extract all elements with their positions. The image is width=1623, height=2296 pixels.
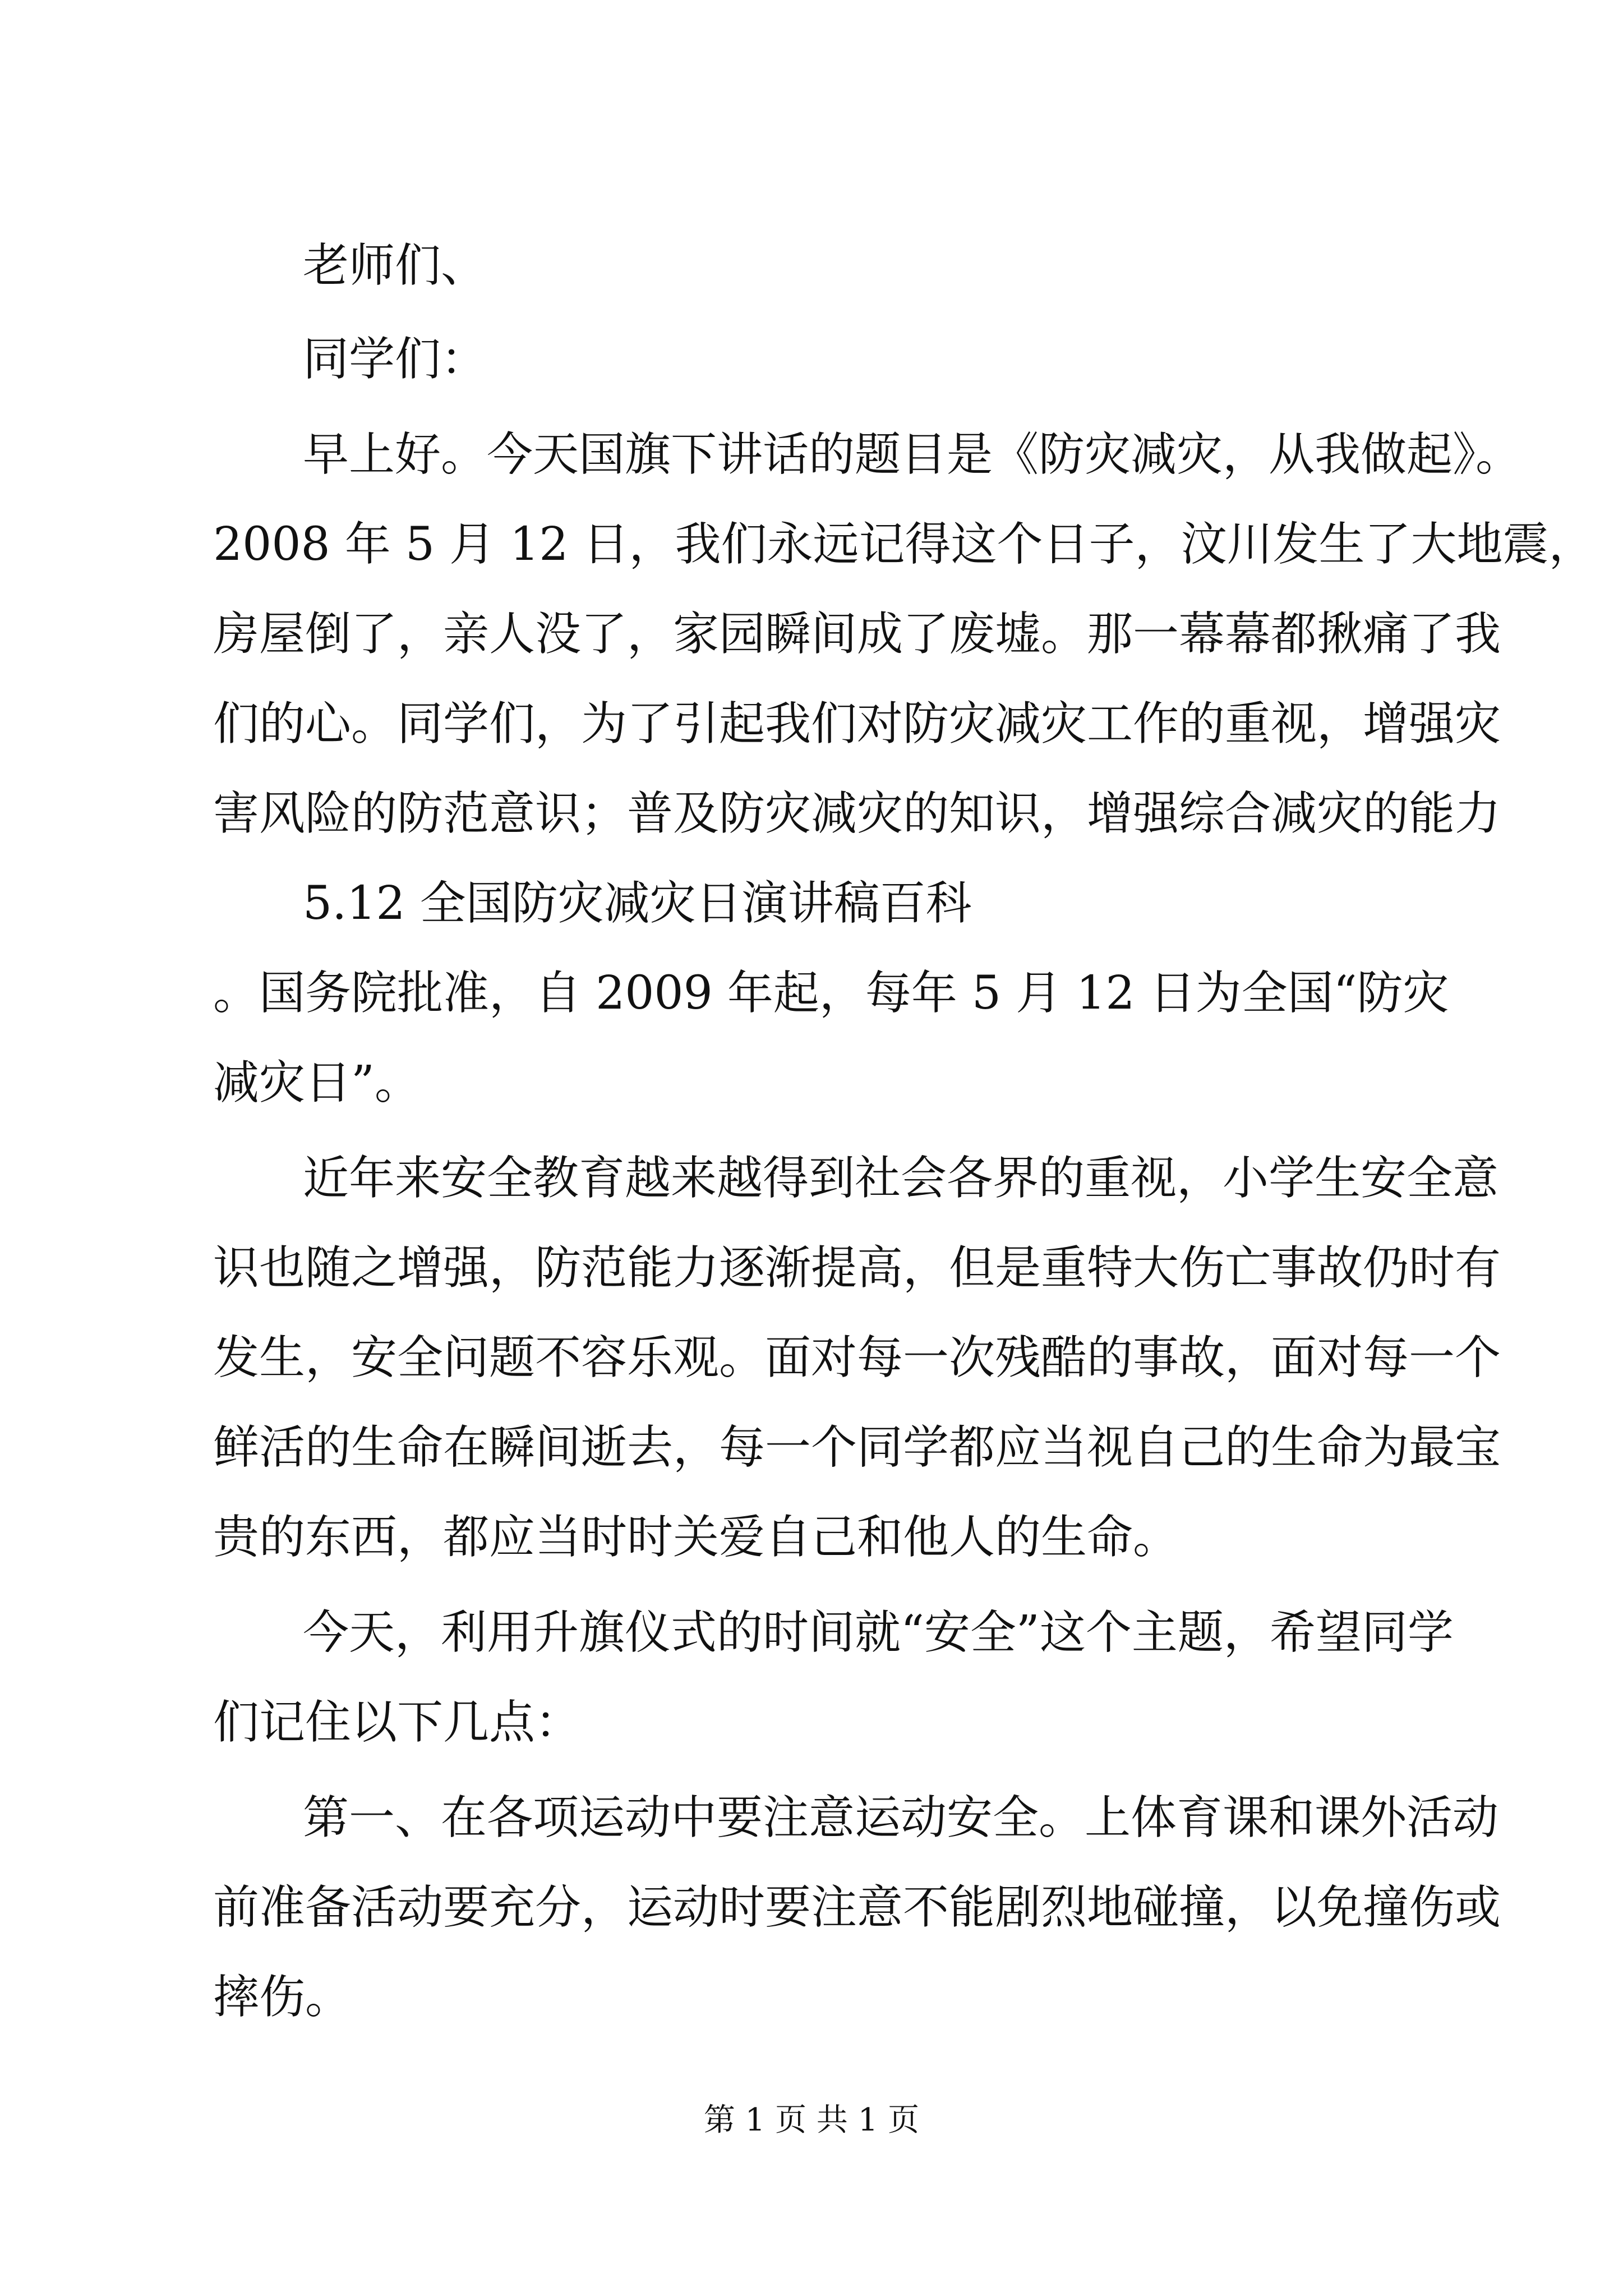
text-line: 发生，安全问题不容乐观。面对每一次残酷的事故，面对每一个: [213, 1331, 1501, 1384]
text-line: 鲜活的生命在瞬间逝去，每一个同学都应当视自己的生命为最宝: [213, 1421, 1501, 1474]
text-line: 害风险的防范意识；普及防灾减灾的知识，增强综合减灾的能力: [213, 787, 1501, 840]
text-line: 今天，利用升旗仪式的时间就“安全”这个主题，希望同学: [303, 1606, 1454, 1659]
text-line: 早上好。今天国旗下讲话的题目是《防灾减灾，从我做起》。: [303, 428, 1522, 481]
text-line: 同学们：: [303, 333, 487, 386]
text-line: 贵的东西，都应当时时关爱自己和他人的生命。: [213, 1511, 1179, 1564]
text-line: 第一、在各项运动中要注意运动安全。上体育课和课外活动: [303, 1791, 1499, 1844]
text-line: 。国务院批准，自 2009 年起，每年 5 月 12 日为全国“防灾: [213, 967, 1449, 1020]
text-line: 摔伤。: [213, 1971, 352, 2024]
text-line: 们的心。同学们，为了引起我们对防灾减灾工作的重视，增强灾: [213, 697, 1501, 751]
text-line: 们记住以下几点：: [213, 1696, 582, 1749]
text-line: 房屋倒了，亲人没了，家园瞬间成了废墟。那一幕幕都揪痛了我: [213, 608, 1501, 661]
text-line: 减灾日”。: [213, 1056, 421, 1110]
text-line: 识也随之增强，防范能力逐渐提高，但是重特大伤亡事故仍时有: [213, 1241, 1501, 1295]
page-footer: 第 1 页 共 1 页: [703, 2102, 920, 2138]
text-line: 近年来安全教育越来越得到社会各界的重视，小学生安全意: [303, 1152, 1499, 1205]
text-line: 2008 年 5 月 12 日，我们永远记得这个日子，汶川发生了大地震，: [213, 518, 1595, 571]
text-line: 前准备活动要充分，运动时要注意不能剧烈地碰撞，以免撞伤或: [213, 1881, 1501, 1934]
text-line: 5.12 全国防灾减灾日演讲稿百科: [303, 877, 972, 930]
text-line: 老师们、: [303, 239, 487, 292]
